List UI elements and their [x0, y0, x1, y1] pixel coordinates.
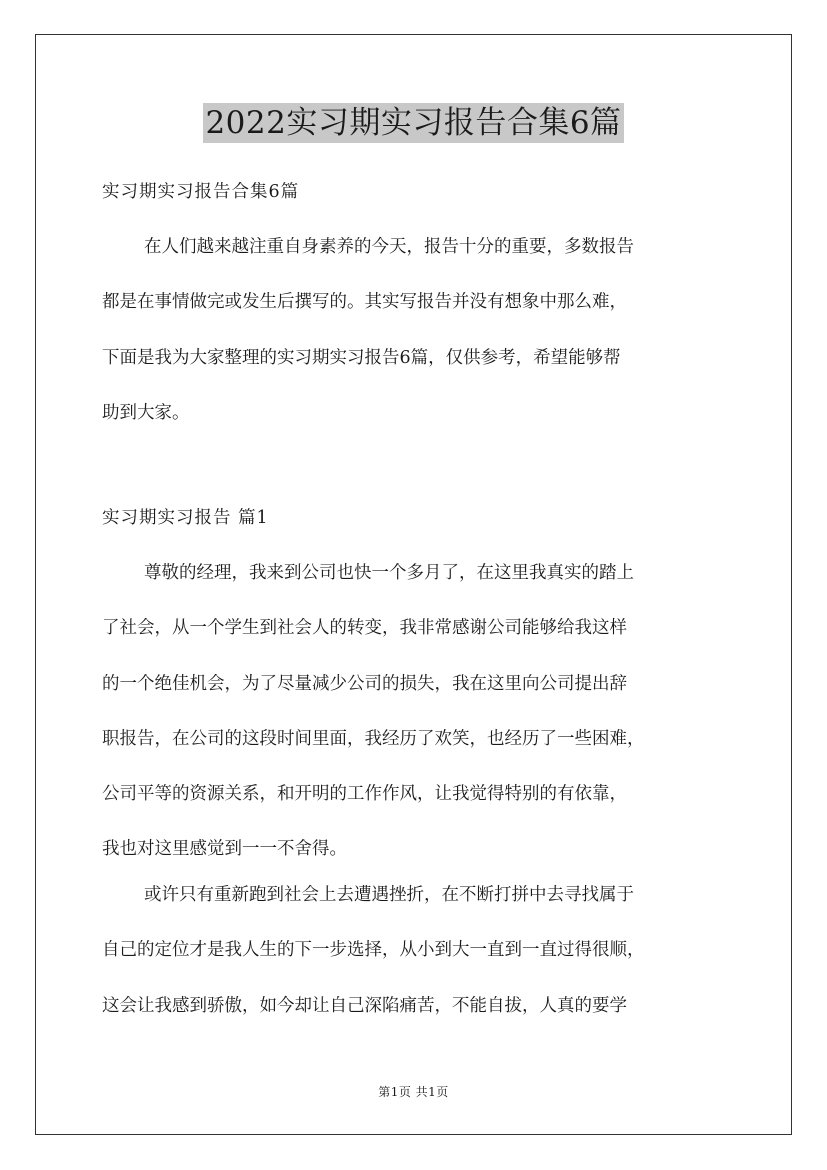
paragraph-line: 我也对这里感觉到一一不舍得。: [102, 839, 347, 860]
intro-paragraph: [102, 220, 742, 441]
section-heading: 实习期实习报告 篇1: [102, 508, 269, 528]
document-subtitle: 实习期实习报告合集6篇: [102, 182, 300, 202]
paragraph-line: 下面是我为大家整理的实习期实习报告6篇，仅供参考，希望能够帮: [102, 347, 621, 368]
paragraph-line: 了社会，从一个学生到社会人的转变，我非常感谢公司能够给我这样: [102, 618, 627, 639]
paragraph-line: 公司平等的资源关系，和开明的工作作风，让我觉得特别的有依靠，: [102, 784, 627, 805]
paragraph-line: 职报告，在公司的这段时间里面，我经历了欢笑，也经历了一些困难，: [102, 728, 645, 749]
paragraph-line: 或许只有重新跑到社会上去遭遇挫折，在不断打拼中去寻找属于: [144, 885, 634, 905]
page-footer: 第1页 共1页: [378, 1085, 449, 1099]
paragraph-line: 助到大家。: [102, 402, 190, 423]
document-subtitle-block: [102, 165, 742, 220]
paragraph-line: 尊敬的经理，我来到公司也快一个多月了，在这里我真实的踏上: [144, 563, 634, 583]
section1-heading-block: [102, 491, 742, 546]
paragraph-line: 都是在事情做完或发生后撰写的。其实写报告并没有想象中那么难，: [102, 292, 627, 313]
paragraph-line: 在人们越来越注重自身素养的今天，报告十分的重要，多数报告: [144, 237, 634, 257]
title-container: [0, 103, 827, 143]
section1-paragraph-1: [102, 546, 742, 878]
paragraph-line: 自己的定位才是我人生的下一步选择，从小到大一直到一直过得很顺，: [102, 940, 645, 961]
section1-paragraph-2: [102, 868, 742, 1034]
paragraph-line: 这会让我感到骄傲，如今却让自己深陷痛苦，不能自拔，人真的要学: [102, 995, 627, 1016]
paragraph-line: 的一个绝佳机会，为了尽量减少公司的损失，我在这里向公司提出辞: [102, 673, 627, 694]
document-title: 2022实习期实习报告合集6篇: [205, 105, 622, 141]
